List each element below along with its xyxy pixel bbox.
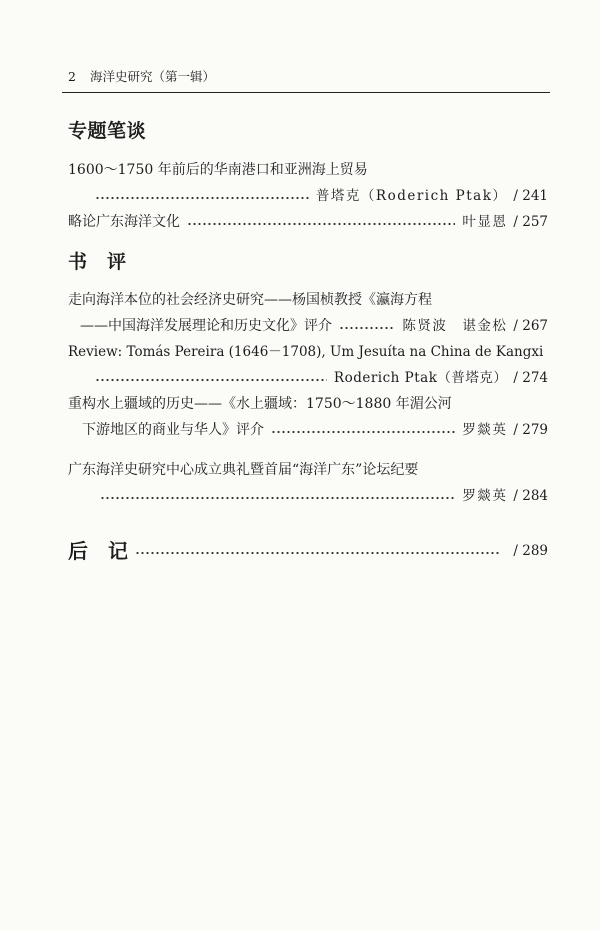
entry-page: / 241 <box>513 188 548 204</box>
entry-page: / 257 <box>513 214 548 230</box>
toc-entry-author-line <box>95 186 548 206</box>
toc-entry-title-line <box>68 394 548 414</box>
entry-page: / 274 <box>513 370 548 386</box>
leader-dots <box>339 326 395 330</box>
entry-page: / 267 <box>513 318 548 334</box>
entry-page: / 279 <box>513 422 548 438</box>
section-heading-book-reviews: 书 评 <box>68 251 127 273</box>
entry-page: / 289 <box>513 543 548 559</box>
entry-title-continued: ——中国海洋发展理论和历史文化》评介 <box>80 318 332 334</box>
leader-dots <box>135 551 500 555</box>
entry-title: 走向海洋本位的社会经济史研究——杨国桢教授《瀛海方程 <box>68 292 432 308</box>
header-rule <box>62 92 550 93</box>
book-title: 海洋史研究（第一辑） <box>90 69 216 84</box>
leader-dots <box>95 378 327 382</box>
page-number: 2 <box>68 69 76 84</box>
entry-title: 重构水上疆域的历史——《水上疆域：1750～1880 年湄公河 <box>68 396 452 412</box>
toc-entry <box>68 212 548 232</box>
entry-title-continued: 下游地区的商业与华人》评介 <box>82 422 264 438</box>
entry-author: 叶显恩 <box>462 214 508 230</box>
toc-entry-afterword <box>68 538 548 564</box>
section-heading-special-topics: 专题笔谈 <box>68 120 147 142</box>
toc-entry-title-line <box>68 290 548 310</box>
leader-dots <box>100 496 455 500</box>
running-header <box>68 68 548 86</box>
afterword-heading: 后 记 <box>68 539 128 563</box>
toc-entry-title-line <box>68 460 548 480</box>
entry-title: 1600～1750 年前后的华南港口和亚洲海上贸易 <box>68 162 368 178</box>
entry-author: 普塔克（Roderich Ptak） <box>315 188 508 204</box>
toc-entry-title-line <box>68 160 548 180</box>
entry-title: 广东海洋史研究中心成立典礼暨首届“海洋广东”论坛纪要 <box>68 462 419 478</box>
entry-author: 陈贤波 谌金松 <box>402 318 508 334</box>
entry-title: 略论广东海洋文化 <box>68 214 180 230</box>
leader-dots <box>95 196 309 200</box>
toc-entry-author-line <box>100 486 548 506</box>
entry-author: 罗燚英 <box>462 422 508 438</box>
entry-page: / 284 <box>513 488 548 504</box>
toc-entry-continuation <box>82 420 548 440</box>
leader-dots <box>271 430 455 434</box>
entry-title: Review: Tomás Pereira (1646－1708), Um Jesuíta na China de Kangxi <box>68 344 544 360</box>
leader-dots <box>187 222 455 226</box>
toc-entry-author-line <box>95 368 548 388</box>
entry-author: 罗燚英 <box>462 488 508 504</box>
toc-entry-continuation <box>80 316 548 336</box>
entry-author: Roderich Ptak（普塔克） <box>333 370 508 386</box>
toc-entry-title-line <box>68 342 560 362</box>
